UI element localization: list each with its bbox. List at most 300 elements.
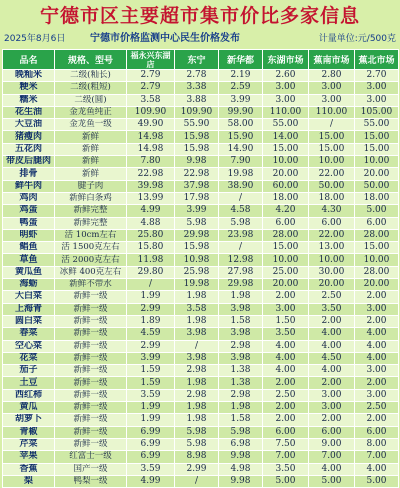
price-cell-jiaonan-market: 3.00 xyxy=(309,82,355,94)
spec-cell: 冰鲜 400克左右 xyxy=(55,266,127,278)
price-cell-xinhuadu: 58.00 xyxy=(219,119,263,131)
price-cell-xinhuadu: 1.58 xyxy=(219,315,263,327)
spec-cell: 新鲜一级 xyxy=(55,352,127,364)
price-cell-donghu-market: 4.20 xyxy=(263,205,309,217)
item-name-cell: 花菜 xyxy=(3,352,55,364)
price-cell-fuyongxing: 109.90 xyxy=(127,106,175,118)
column-header: 东宁 xyxy=(175,50,219,70)
price-cell-fuyongxing: 29.80 xyxy=(127,266,175,278)
price-cell-dongning: 15.98 xyxy=(175,131,219,143)
price-cell-jiaobei-market: 4.00 xyxy=(355,328,399,340)
price-cell-fuyongxing: 1.89 xyxy=(127,315,175,327)
item-name-cell: 青椒 xyxy=(3,426,55,438)
price-cell-donghu-market: 18.00 xyxy=(263,192,309,204)
spec-cell: 新鲜 xyxy=(55,156,127,168)
price-cell-jiaobei-market: 3.00 xyxy=(355,94,399,106)
price-cell-donghu-market: 7.50 xyxy=(263,438,309,450)
issuer-label: 宁德市价格监测中心民生价格发布 xyxy=(90,33,240,44)
table-row xyxy=(3,119,399,131)
table-row xyxy=(3,352,399,364)
price-cell-donghu-market: 3.00 xyxy=(263,82,309,94)
spec-cell: 二级(圆) xyxy=(55,94,127,106)
price-cell-donghu-market: 14.00 xyxy=(263,131,309,143)
spec-cell: 腱子肉 xyxy=(55,180,127,192)
table-row xyxy=(3,402,399,414)
price-cell-donghu-market: 15.00 xyxy=(263,143,309,155)
price-cell-dongning: 3.58 xyxy=(175,303,219,315)
price-cell-dongning: 15.98 xyxy=(175,143,219,155)
price-cell-dongning: / xyxy=(175,340,219,352)
price-cell-jiaonan-market: 18.00 xyxy=(309,192,355,204)
price-cell-dongning: 55.90 xyxy=(175,119,219,131)
item-name-cell: 粳米 xyxy=(3,82,55,94)
price-cell-dongning: 15.98 xyxy=(175,242,219,254)
price-cell-jiaonan-market: 50.00 xyxy=(309,180,355,192)
price-cell-jiaonan-market: / xyxy=(309,119,355,131)
table-row xyxy=(3,475,399,487)
price-cell-jiaonan-market: 3.00 xyxy=(309,389,355,401)
item-name-cell: 花生油 xyxy=(3,106,55,118)
price-cell-jiaobei-market: 5.00 xyxy=(355,205,399,217)
table-row xyxy=(3,389,399,401)
price-cell-jiaobei-market: 20.00 xyxy=(355,168,399,180)
price-cell-fuyongxing: 14.98 xyxy=(127,143,175,155)
price-cell-jiaobei-market: 3.00 xyxy=(355,389,399,401)
price-cell-xinhuadu: 38.90 xyxy=(219,180,263,192)
price-cell-donghu-market: 3.50 xyxy=(263,463,309,475)
price-cell-xinhuadu: 14.90 xyxy=(219,143,263,155)
spec-cell: 新鲜一级 xyxy=(55,303,127,315)
price-cell-donghu-market: 4.00 xyxy=(263,340,309,352)
column-header: 新华都 xyxy=(219,50,263,70)
item-name-cell: 五花肉 xyxy=(3,143,55,155)
item-name-cell: 圆白菜 xyxy=(3,315,55,327)
price-cell-donghu-market: 3.00 xyxy=(263,303,309,315)
item-name-cell: 香蕉 xyxy=(3,463,55,475)
price-cell-xinhuadu: 5.98 xyxy=(219,217,263,229)
item-name-cell: 海蛎 xyxy=(3,279,55,291)
column-header: 规格、型号 xyxy=(55,50,127,70)
price-cell-jiaonan-market: 2.00 xyxy=(309,315,355,327)
price-cell-xinhuadu: 19.98 xyxy=(219,168,263,180)
item-name-cell: 茄子 xyxy=(3,365,55,377)
spec-cell: 活 1500克左右 xyxy=(55,242,127,254)
price-cell-xinhuadu: 23.98 xyxy=(219,229,263,241)
table-row xyxy=(3,315,399,327)
price-cell-jiaobei-market: 4.00 xyxy=(355,352,399,364)
price-cell-fuyongxing: 4.99 xyxy=(127,475,175,487)
price-cell-jiaobei-market: 28.00 xyxy=(355,229,399,241)
item-name-cell: 鸡蛋 xyxy=(3,205,55,217)
price-cell-jiaonan-market: 4.50 xyxy=(309,352,355,364)
price-cell-xinhuadu: / xyxy=(219,192,263,204)
price-cell-jiaobei-market: 6.00 xyxy=(355,426,399,438)
table-row xyxy=(3,328,399,340)
table-header-row xyxy=(3,50,399,70)
price-cell-fuyongxing: 13.99 xyxy=(127,192,175,204)
item-name-cell: 糯米 xyxy=(3,94,55,106)
price-cell-dongning: 19.98 xyxy=(175,279,219,291)
spec-cell: 新鲜一级 xyxy=(55,402,127,414)
item-name-cell: 晚籼米 xyxy=(3,70,55,82)
price-cell-fuyongxing: / xyxy=(127,279,175,291)
table-row xyxy=(3,82,399,94)
price-cell-xinhuadu: / xyxy=(219,242,263,254)
item-name-cell: 胡萝卜 xyxy=(3,414,55,426)
price-cell-jiaonan-market: 10.00 xyxy=(309,156,355,168)
price-cell-xinhuadu: 2.19 xyxy=(219,70,263,82)
price-cell-jiaonan-market: 2.00 xyxy=(309,414,355,426)
price-cell-fuyongxing: 6.99 xyxy=(127,451,175,463)
spec-cell: 新鲜一级 xyxy=(55,315,127,327)
price-cell-fuyongxing: 49.90 xyxy=(127,119,175,131)
price-cell-jiaobei-market: 3.00 xyxy=(355,303,399,315)
table-row xyxy=(3,426,399,438)
item-name-cell: 梨 xyxy=(3,475,55,487)
price-cell-fuyongxing: 1.99 xyxy=(127,414,175,426)
price-cell-jiaonan-market: 2.00 xyxy=(309,377,355,389)
price-cell-donghu-market: 2.60 xyxy=(263,70,309,82)
price-cell-fuyongxing: 25.80 xyxy=(127,229,175,241)
table-row xyxy=(3,365,399,377)
price-cell-donghu-market: 2.50 xyxy=(263,389,309,401)
publish-date: 2025年8月6日 xyxy=(4,34,66,44)
price-cell-fuyongxing: 1.59 xyxy=(127,377,175,389)
price-cell-dongning: 25.98 xyxy=(175,266,219,278)
price-cell-dongning: 3.38 xyxy=(175,82,219,94)
price-cell-jiaobei-market: 20.00 xyxy=(355,279,399,291)
spec-cell: 新鲜一级 xyxy=(55,365,127,377)
price-cell-xinhuadu: 2.98 xyxy=(219,340,263,352)
price-cell-xinhuadu: 15.90 xyxy=(219,131,263,143)
price-cell-jiaonan-market: 7.00 xyxy=(309,451,355,463)
price-cell-xinhuadu: 12.98 xyxy=(219,254,263,266)
item-name-cell: 鸭蛋 xyxy=(3,217,55,229)
price-cell-donghu-market: 25.00 xyxy=(263,266,309,278)
price-cell-jiaonan-market: 4.30 xyxy=(309,205,355,217)
price-cell-dongning: 3.98 xyxy=(175,328,219,340)
price-cell-jiaobei-market: 4.00 xyxy=(355,463,399,475)
price-cell-fuyongxing: 1.59 xyxy=(127,365,175,377)
price-cell-jiaobei-market: 2.50 xyxy=(355,402,399,414)
table-row xyxy=(3,168,399,180)
spec-cell: 新鲜完整 xyxy=(55,217,127,229)
table-row xyxy=(3,254,399,266)
spec-cell: 新鲜一级 xyxy=(55,389,127,401)
price-cell-fuyongxing: 1.99 xyxy=(127,402,175,414)
item-name-cell: 黄瓜鱼 xyxy=(3,266,55,278)
price-cell-jiaonan-market: 4.00 xyxy=(309,365,355,377)
price-cell-dongning: 5.98 xyxy=(175,217,219,229)
price-table xyxy=(2,49,399,488)
spec-cell: 国产一级 xyxy=(55,463,127,475)
price-cell-jiaobei-market: 2.70 xyxy=(355,70,399,82)
price-cell-donghu-market: 2.00 xyxy=(263,291,309,303)
item-name-cell: 草鱼 xyxy=(3,254,55,266)
price-cell-dongning: 1.98 xyxy=(175,315,219,327)
price-cell-jiaonan-market: 13.00 xyxy=(309,242,355,254)
price-cell-donghu-market: 60.00 xyxy=(263,180,309,192)
price-cell-donghu-market: 110.00 xyxy=(263,106,309,118)
item-name-cell: 明虾 xyxy=(3,229,55,241)
price-cell-dongning: 1.98 xyxy=(175,414,219,426)
spec-cell: 新鲜一级 xyxy=(55,426,127,438)
price-cell-xinhuadu: 27.98 xyxy=(219,266,263,278)
table-row xyxy=(3,192,399,204)
price-cell-xinhuadu: 3.98 xyxy=(219,328,263,340)
price-cell-xinhuadu: 1.98 xyxy=(219,402,263,414)
price-cell-fuyongxing: 6.99 xyxy=(127,426,175,438)
price-cell-jiaonan-market: 30.00 xyxy=(309,266,355,278)
price-cell-dongning: 37.98 xyxy=(175,180,219,192)
price-cell-donghu-market: 7.00 xyxy=(263,451,309,463)
price-cell-jiaonan-market: 110.00 xyxy=(309,106,355,118)
price-cell-dongning: 1.98 xyxy=(175,291,219,303)
price-cell-fuyongxing: 11.98 xyxy=(127,254,175,266)
spec-cell: 新鲜 xyxy=(55,131,127,143)
price-cell-dongning: 9.98 xyxy=(175,156,219,168)
item-name-cell: 排骨 xyxy=(3,168,55,180)
price-cell-donghu-market: 3.00 xyxy=(263,94,309,106)
price-cell-dongning: 17.98 xyxy=(175,192,219,204)
price-cell-jiaobei-market: 8.00 xyxy=(355,438,399,450)
price-cell-dongning: 5.98 xyxy=(175,438,219,450)
price-cell-dongning: / xyxy=(175,475,219,487)
info-bar xyxy=(0,32,400,46)
price-cell-jiaobei-market: 7.00 xyxy=(355,451,399,463)
item-name-cell: 鸡肉 xyxy=(3,192,55,204)
spec-cell: 活 2000克左右 xyxy=(55,254,127,266)
item-name-cell: 带皮后腿肉 xyxy=(3,156,55,168)
price-cell-jiaonan-market: 3.00 xyxy=(309,402,355,414)
price-cell-donghu-market: 55.00 xyxy=(263,119,309,131)
spec-cell: 金龙鱼一级 xyxy=(55,119,127,131)
price-cell-fuyongxing: 2.99 xyxy=(127,303,175,315)
table-row xyxy=(3,438,399,450)
price-cell-jiaonan-market: 2.50 xyxy=(309,291,355,303)
price-cell-fuyongxing: 3.59 xyxy=(127,463,175,475)
table-row xyxy=(3,94,399,106)
table-row xyxy=(3,279,399,291)
price-cell-dongning: 2.98 xyxy=(175,389,219,401)
price-cell-xinhuadu: 29.98 xyxy=(219,279,263,291)
price-cell-donghu-market: 28.00 xyxy=(263,229,309,241)
price-cell-jiaonan-market: 6.00 xyxy=(309,426,355,438)
price-cell-jiaobei-market: 15.00 xyxy=(355,143,399,155)
price-cell-xinhuadu: 2.59 xyxy=(219,82,263,94)
price-cell-dongning: 1.98 xyxy=(175,402,219,414)
spec-cell: 二级(粗短) xyxy=(55,82,127,94)
price-cell-donghu-market: 15.00 xyxy=(263,242,309,254)
price-cell-dongning: 22.98 xyxy=(175,168,219,180)
spec-cell: 鸭梨一级 xyxy=(55,475,127,487)
column-header: 蕉北市场 xyxy=(355,50,399,70)
price-cell-dongning: 3.88 xyxy=(175,94,219,106)
price-cell-jiaonan-market: 6.00 xyxy=(309,217,355,229)
price-cell-donghu-market: 20.00 xyxy=(263,168,309,180)
column-header: 蕉南市场 xyxy=(309,50,355,70)
price-cell-jiaonan-market: 3.50 xyxy=(309,303,355,315)
price-cell-jiaobei-market: 3.00 xyxy=(355,82,399,94)
unit-label: 计量单位:元/500克 xyxy=(318,34,396,44)
price-cell-donghu-market: 1.50 xyxy=(263,315,309,327)
table-row xyxy=(3,205,399,217)
price-cell-fuyongxing: 1.99 xyxy=(127,291,175,303)
price-cell-dongning: 2.78 xyxy=(175,70,219,82)
column-header: 品名 xyxy=(3,50,55,70)
price-cell-jiaonan-market: 4.00 xyxy=(309,328,355,340)
item-name-cell: 春菜 xyxy=(3,328,55,340)
price-cell-jiaonan-market: 15.00 xyxy=(309,131,355,143)
price-cell-jiaonan-market: 3.00 xyxy=(309,94,355,106)
price-cell-jiaobei-market: 10.00 xyxy=(355,156,399,168)
price-cell-fuyongxing: 39.98 xyxy=(127,180,175,192)
item-name-cell: 鲜牛肉 xyxy=(3,180,55,192)
price-cell-donghu-market: 6.00 xyxy=(263,217,309,229)
price-cell-jiaonan-market: 15.00 xyxy=(309,143,355,155)
price-cell-donghu-market: 10.00 xyxy=(263,254,309,266)
price-cell-xinhuadu: 1.38 xyxy=(219,377,263,389)
price-cell-jiaobei-market: 15.00 xyxy=(355,242,399,254)
price-cell-jiaobei-market: 55.00 xyxy=(355,119,399,131)
spec-cell: 新鲜一级 xyxy=(55,328,127,340)
column-header-text: 福永兴东湖店 xyxy=(130,50,171,69)
spec-cell: 新鲜一级 xyxy=(55,438,127,450)
price-cell-jiaonan-market: 2.80 xyxy=(309,70,355,82)
spec-cell: 活 10cm左右 xyxy=(55,229,127,241)
item-name-cell: 苹果 xyxy=(3,451,55,463)
price-cell-xinhuadu: 9.98 xyxy=(219,475,263,487)
spec-cell: 新鲜一级 xyxy=(55,340,127,352)
item-name-cell: 芹菜 xyxy=(3,438,55,450)
price-cell-jiaobei-market: 6.00 xyxy=(355,217,399,229)
table-row xyxy=(3,291,399,303)
price-cell-fuyongxing: 14.98 xyxy=(127,131,175,143)
price-cell-xinhuadu: 3.99 xyxy=(219,94,263,106)
price-cell-jiaobei-market: 10.00 xyxy=(355,254,399,266)
price-cell-jiaobei-market: 2.00 xyxy=(355,414,399,426)
price-cell-xinhuadu: 5.98 xyxy=(219,426,263,438)
price-cell-fuyongxing: 3.58 xyxy=(127,94,175,106)
price-cell-jiaonan-market: 22.00 xyxy=(309,168,355,180)
table-row xyxy=(3,414,399,426)
spec-cell: 新鲜一级 xyxy=(55,414,127,426)
spec-cell: 新鲜 xyxy=(55,143,127,155)
price-cell-jiaobei-market: 105.00 xyxy=(355,106,399,118)
price-cell-fuyongxing: 15.80 xyxy=(127,242,175,254)
price-cell-jiaonan-market: 5.00 xyxy=(309,475,355,487)
price-cell-fuyongxing: 7.80 xyxy=(127,156,175,168)
price-cell-jiaobei-market: 2.00 xyxy=(355,291,399,303)
price-cell-xinhuadu: 99.90 xyxy=(219,106,263,118)
price-cell-donghu-market: 20.00 xyxy=(263,279,309,291)
price-cell-dongning: 2.99 xyxy=(175,463,219,475)
column-header: 东湖市场 xyxy=(263,50,309,70)
price-cell-donghu-market: 5.00 xyxy=(263,475,309,487)
spec-cell: 新鲜一级 xyxy=(55,291,127,303)
price-cell-dongning: 10.98 xyxy=(175,254,219,266)
price-cell-jiaobei-market: 4.00 xyxy=(355,340,399,352)
price-cell-donghu-market: 2.00 xyxy=(263,414,309,426)
item-name-cell: 鲳鱼 xyxy=(3,242,55,254)
table-row xyxy=(3,463,399,475)
price-cell-jiaonan-market: 9.00 xyxy=(309,438,355,450)
price-cell-xinhuadu: 4.58 xyxy=(219,205,263,217)
price-cell-jiaonan-market: 4.00 xyxy=(309,463,355,475)
spec-cell: 新鲜完整 xyxy=(55,205,127,217)
page-title: 宁德市区主要超市集市价比多家信息 xyxy=(39,5,360,27)
price-cell-dongning: 1.98 xyxy=(175,377,219,389)
price-cell-donghu-market: 2.00 xyxy=(263,377,309,389)
price-cell-jiaobei-market: 2.00 xyxy=(355,377,399,389)
item-name-cell: 大豆油 xyxy=(3,119,55,131)
price-cell-donghu-market: 2.00 xyxy=(263,402,309,414)
table-row xyxy=(3,242,399,254)
price-cell-dongning: 8.98 xyxy=(175,451,219,463)
column-header xyxy=(127,50,175,70)
price-cell-xinhuadu: 6.98 xyxy=(219,438,263,450)
price-cell-jiaobei-market: 5.00 xyxy=(355,475,399,487)
table-row xyxy=(3,451,399,463)
price-cell-donghu-market: 4.00 xyxy=(263,352,309,364)
price-cell-jiaobei-market: 3.00 xyxy=(355,365,399,377)
price-cell-xinhuadu: 1.98 xyxy=(219,291,263,303)
price-cell-donghu-market: 3.50 xyxy=(263,328,309,340)
table-row xyxy=(3,106,399,118)
price-cell-fuyongxing: 6.99 xyxy=(127,438,175,450)
price-cell-jiaonan-market: 10.00 xyxy=(309,254,355,266)
price-cell-xinhuadu: 3.98 xyxy=(219,352,263,364)
price-cell-jiaonan-market: 20.00 xyxy=(309,279,355,291)
spec-cell: 新鲜 xyxy=(55,168,127,180)
price-cell-jiaonan-market: 4.00 xyxy=(309,340,355,352)
table-row xyxy=(3,303,399,315)
price-cell-fuyongxing: 2.79 xyxy=(127,82,175,94)
price-cell-jiaobei-market: 28.00 xyxy=(355,266,399,278)
price-cell-fuyongxing: 2.99 xyxy=(127,340,175,352)
item-name-cell: 黄瓜 xyxy=(3,402,55,414)
item-name-cell: 土豆 xyxy=(3,377,55,389)
price-cell-dongning: 3.99 xyxy=(175,205,219,217)
price-cell-donghu-market: 10.00 xyxy=(263,156,309,168)
table-row xyxy=(3,229,399,241)
price-cell-xinhuadu: 4.98 xyxy=(219,463,263,475)
price-cell-fuyongxing: 4.59 xyxy=(127,328,175,340)
table-row xyxy=(3,70,399,82)
price-cell-donghu-market: 4.00 xyxy=(263,365,309,377)
price-cell-xinhuadu: 7.90 xyxy=(219,156,263,168)
price-cell-xinhuadu: 1.58 xyxy=(219,414,263,426)
price-cell-xinhuadu: 2.98 xyxy=(219,389,263,401)
table-body xyxy=(3,70,399,488)
price-cell-jiaobei-market: 15.00 xyxy=(355,131,399,143)
price-cell-fuyongxing: 3.99 xyxy=(127,352,175,364)
spec-cell: 二级(籼长) xyxy=(55,70,127,82)
price-cell-jiaobei-market: 2.00 xyxy=(355,315,399,327)
price-cell-fuyongxing: 4.99 xyxy=(127,205,175,217)
price-cell-donghu-market: 6.00 xyxy=(263,426,309,438)
spec-cell: 新鲜白条鸡 xyxy=(55,192,127,204)
price-cell-fuyongxing: 2.79 xyxy=(127,70,175,82)
spec-cell: 金龙鱼纯正 xyxy=(55,106,127,118)
price-cell-dongning: 109.90 xyxy=(175,106,219,118)
price-cell-xinhuadu: 3.98 xyxy=(219,303,263,315)
price-cell-fuyongxing: 4.88 xyxy=(127,217,175,229)
table-row xyxy=(3,156,399,168)
item-name-cell: 大白菜 xyxy=(3,291,55,303)
table-row xyxy=(3,266,399,278)
table-row xyxy=(3,377,399,389)
